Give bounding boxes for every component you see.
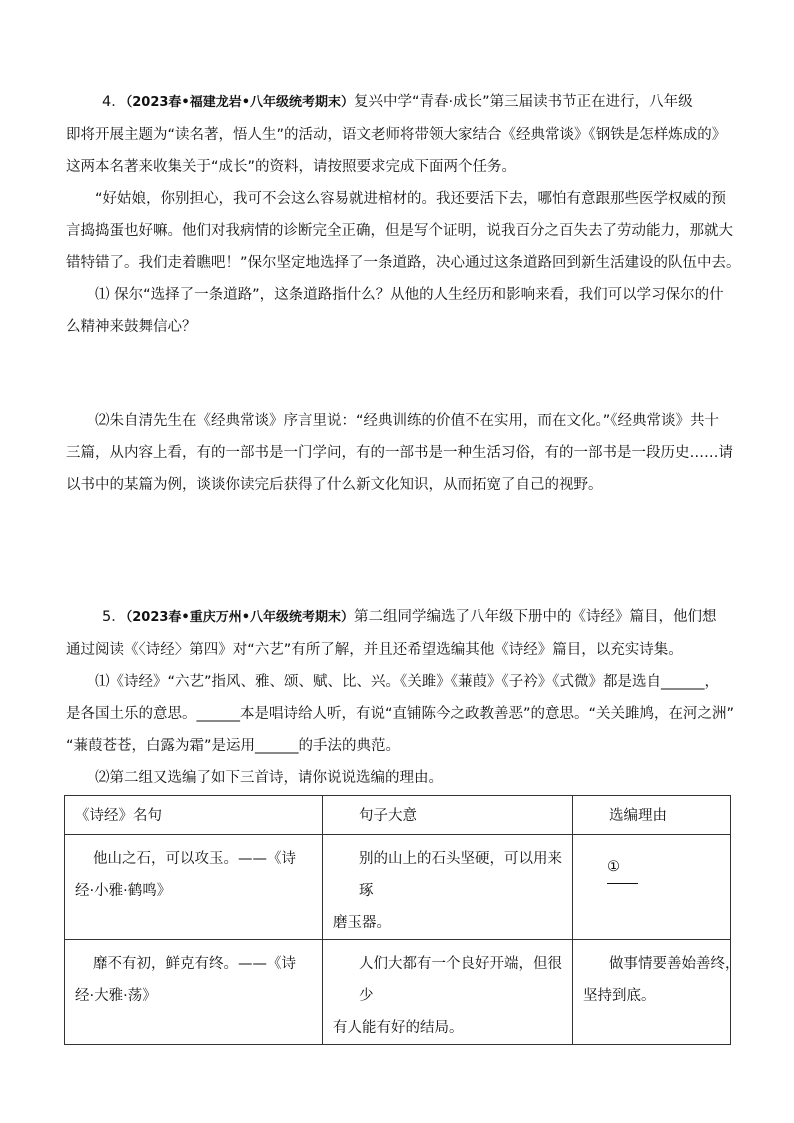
header-meaning-text: 句子大意 — [359, 808, 417, 824]
q4-line-2: 即将开展主题为“读名著，悟人生”的活动，语文老师将带领大家结合《经典常谈》《钢铁是怎样炼成的》 — [66, 127, 727, 143]
row2-line-a: 靡不有初，鲜克有终。——《诗 — [93, 956, 296, 972]
row2-meaning-a: 人们大都有一个良好开端，但很少 — [359, 956, 562, 1004]
row1-line-a: 他山之石，可以攻玉。——《诗 — [93, 851, 296, 867]
q4-quote-line-1: “好姑娘，你别担心，我可不会这么容易就进棺材的。我还要活下去，哪怕有意跟那些医学权威的预 — [95, 191, 727, 207]
table-cell — [573, 940, 740, 1045]
q4-line-1-text: 复兴中学“青春·成长”第三届读书节正在进行，八年级 — [354, 94, 693, 110]
poems-table — [64, 795, 740, 1045]
q5-number: 5． — [102, 609, 126, 625]
q4-source: （2023春•福建龙岩•八年级统考期末） — [125, 95, 355, 110]
q4-sub2-line-3: 以书中的某篇为例，谈谈你读完后获得了什么新文化知识，从而拓宽了自己的视野。 — [66, 477, 603, 493]
table-header-row — [65, 796, 731, 835]
row1-line-b: 经·小雅·鹤鸣》 — [75, 883, 172, 899]
row2-reason-b: 坚持到底。 — [583, 988, 656, 1004]
table-row — [65, 835, 731, 940]
row2-meaning-b: 有人能有好的结局。 — [333, 1020, 464, 1036]
q4-sub2-line-2: 三篇，从内容上看，有的一部书是一门学问，有的一部书是一种生活习俗，有的一部书是一段历史……请 — [66, 445, 733, 461]
q5-sub2: ⑵第二组又选编了如下三首诗，请你说说选编的理由。 — [95, 770, 443, 786]
table-cell — [323, 835, 573, 940]
header-reason-text: 选编理由 — [609, 808, 667, 824]
q4-line-3: 这两本名著来收集关于“成长”的资料，请按照要求完成下面两个任务。 — [66, 159, 517, 175]
q5-line-1-text: 第二组同学编选了八年级下册中的《诗经》篇目，他们想 — [354, 609, 717, 625]
q4-sub1-line-1: ⑴ 保尔“选择了一条道路”，这条道路指什么？从他的人生经历和影响来看，我们可以学习保尔的什 — [95, 287, 724, 303]
row1-meaning-b: 磨玉器。 — [333, 915, 391, 931]
q5-sub1-line-3: “蒹葭苍苍，白露为霜”是运用______的手法的典范。 — [66, 738, 401, 754]
table-cell — [65, 940, 323, 1045]
q4-line-1 — [66, 86, 734, 119]
q4-number: 4． — [102, 94, 126, 110]
table-row — [65, 940, 731, 1045]
q4-sub2-line-1: ⑵朱自清先生在《经典常谈》序言里说：“经典训练的价值不在实用，而在文化。”《经典常谈》共十 — [95, 413, 720, 429]
q5-sub1-line-2: 是各国土乐的意思。______本是唱诗给人听，有说“直铺陈今之政教善恶”的意思。“关关雎鸠，在河之洲” — [66, 706, 735, 722]
q4-sub2 — [66, 405, 734, 501]
q5-source: （2023春•重庆万州•八年级统考期末） — [125, 610, 355, 625]
table-cell[interactable] — [573, 835, 731, 940]
q4-quote-line-3: 错特错了。我们走着瞧吧！”保尔坚定地选择了一条道路，决心通过这条道路回到新生活建设的队伍中去。 — [66, 255, 741, 271]
row2-line-b: 经·大雅·荡》 — [75, 988, 157, 1004]
q5-sub1-line-1: ⑴《诗经》“六艺”指风、雅、颂、赋、比、兴。《关雎》《蒹葭》《子衿》《式微》都是选自______， — [95, 674, 720, 690]
table-cell — [323, 940, 573, 1045]
q5-line-1 — [66, 601, 734, 634]
table-cell — [65, 835, 323, 940]
header-famous-lines-text: 《诗经》名句 — [75, 808, 162, 824]
question-5 — [66, 601, 734, 794]
row1-meaning-a: 别的山上的石头坚硬，可以用来琢 — [359, 851, 562, 899]
header-meaning — [323, 796, 573, 835]
header-famous-lines — [65, 796, 323, 835]
q4-quote-line-2: 言捣捣蛋也好嘛。他们对我病情的诊断完全正确，但是写个证明，说我百分之百失去了劳动能力，那就大 — [66, 223, 733, 239]
q4-sub1-line-2: 么精神来鼓舞信心？ — [66, 319, 197, 335]
answer-blank-1[interactable]: ① — [607, 851, 638, 884]
header-reason — [573, 796, 731, 835]
question-4 — [66, 86, 741, 343]
q5-line-2: 通过阅读《〈诗经〉第四》对“六艺”有所了解，并且还希望选编其他《诗经》篇目，以充实诗集。 — [66, 642, 683, 658]
row2-reason-a: 做事情要善始善终， — [609, 956, 740, 972]
